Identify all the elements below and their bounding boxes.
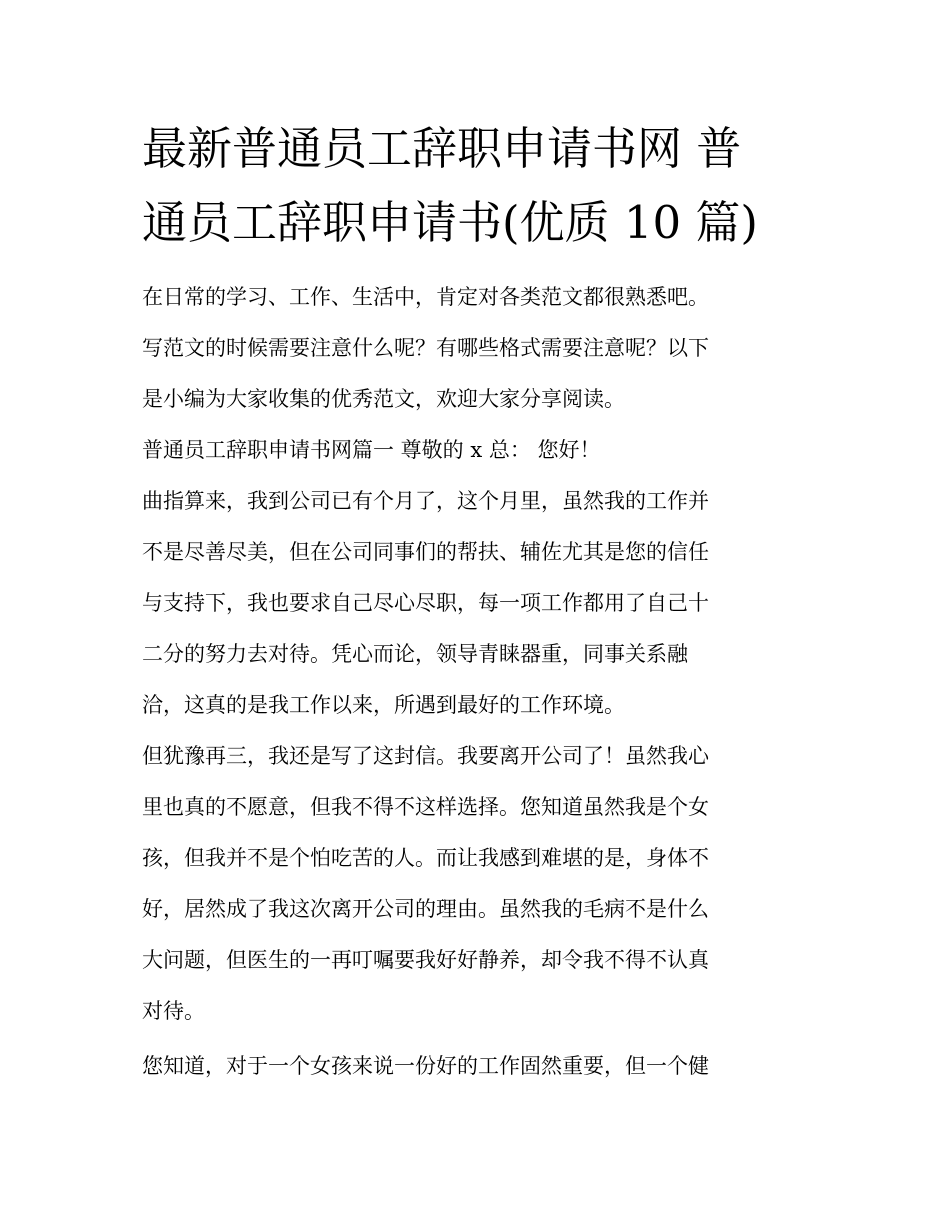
document-content [142, 112, 810, 1092]
body-line-2: 写范文的时候需要注意什么呢？有哪些格式需要注意呢？以下 [142, 336, 709, 360]
body-line-7: 与支持下，我也要求自己尽心尽职，每一项工作都用了自己十 [142, 591, 709, 615]
body-line-12: 孩，但我并不是个怕吃苦的人。而让我感到难堪的是，身体不 [142, 846, 709, 870]
body-line-14: 大问题，但医生的一再叮嘱要我好好静养，却令我不得不认真 [142, 948, 709, 972]
title-line-1: 最新普通员工辞职申请书网 普 [142, 122, 742, 175]
body-line-15: 对待。 [142, 999, 205, 1023]
title-line-2: 通员工辞职申请书(优质 10 篇) [142, 196, 758, 249]
body-line-10: 但犹豫再三，我还是写了这封信。我要离开公司了！虽然我心 [142, 744, 709, 768]
document-title [142, 112, 810, 260]
body-line-13: 好，居然成了我这次离开公司的理由。虽然我的毛病不是什么 [142, 897, 709, 921]
body-line-11: 里也真的不愿意，但我不得不这样选择。您知道虽然我是个女 [142, 795, 709, 819]
body-line-8: 二分的努力去对待。凭心而论，领导青睐器重，同事关系融 [142, 642, 688, 666]
body-line-6: 不是尽善尽美，但在公司同事们的帮扶、辅佐尤其是您的信任 [142, 540, 709, 564]
body-line-9: 洽，这真的是我工作以来，所遇到最好的工作环境。 [142, 693, 625, 717]
body-line-1: 在日常的学习、工作、生活中，肯定对各类范文都很熟悉吧。 [142, 285, 709, 309]
document-body [142, 272, 810, 1092]
body-line-5: 曲指算来，我到公司已有个月了，这个月里，虽然我的工作并 [142, 489, 709, 513]
body-line-3: 是小编为大家收集的优秀范文，欢迎大家分享阅读。 [142, 387, 625, 411]
body-line-16: 您知道，对于一个女孩来说一份好的工作固然重要，但一个健 [142, 1054, 709, 1078]
body-line-4: 普通员工辞职申请书网篇一 尊敬的 x 总： 您好！ [142, 438, 601, 462]
